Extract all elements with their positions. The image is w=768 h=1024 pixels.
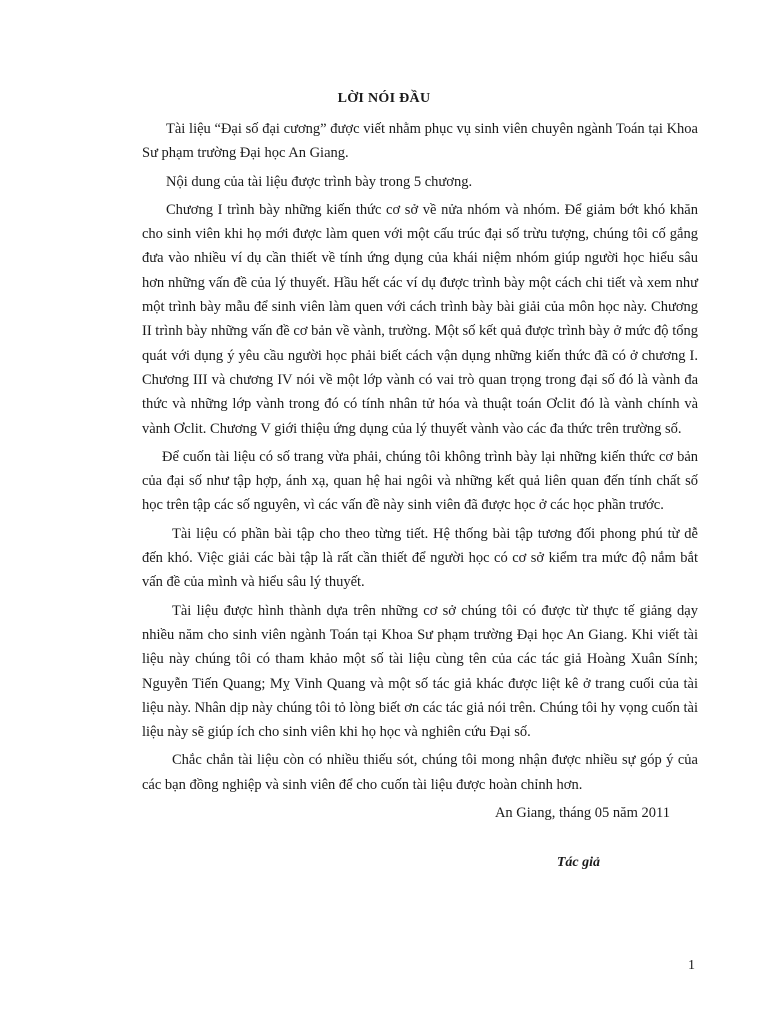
paragraph-overview: Nội dung của tài liệu được trình bày trong 5 chương.	[166, 173, 473, 190]
place-date: An Giang, tháng 05 năm 2011	[494, 805, 670, 822]
paragraph-chapters: Chương I trình bày những kiến thức cơ sở về nửa nhóm và nhóm. Để giảm bớt khó khăn cho sinh viên khi họ mới được làm quen với một cấu trúc đại số trừu tượng, chúng tôi cố gắng đưa vào nhiều ví dụ cần thiết về tính ứng dụng của khái niệm nhóm giúp người học hiểu sâu hơn những vấn đề của lý thuyết. Hầu hết các ví dụ được trình bày một cách chi tiết và xem như một trình bày mẫu để sinh viên làm quen với cách trình bày bài giải của môn học này. Chương II trình bày những vấn đề cơ bản về vành, trường. Một số kết quả được trình bày ở mức độ tổng quát với dụng ý yêu cầu người học phải biết cách vận dụng những kiến thức đã có ở chương I. Chương III và chương IV nói về một lớp vành có vai trò quan trọng trong đại số đó là vành đa thức và những lớp vành trong đó có tính nhân tử hóa và thuật toán Ơclit đó là vành chính và vành Ơclit. Chương V giới thiệu ứng dụng của lý thuyết vành vào các đa thức trên trường số.	[142, 201, 698, 437]
paragraph-feedback: Chắc chắn tài liệu còn có nhiều thiếu sót, chúng tôi mong nhận được nhiều sự góp ý của các bạn đồng nghiệp và sinh viên để cho cuốn tài liệu được hoàn chỉnh hơn.	[142, 752, 698, 793]
paragraph-scope: Để cuốn tài liệu có số trang vừa phải, chúng tôi không trình bày lại những kiến thức cơ bản của đại số như tập hợp, ánh xạ, quan hệ hai ngôi và những kết quả liên quan đến tính chất số học trên tập các số nguyên, vì các vấn đề này sinh viên đã được học ở các học phần trước.	[142, 448, 698, 514]
paragraph-purpose: Tài liệu “Đại số đại cương” được viết nhằm phục vụ sinh viên chuyên ngành Toán tại Khoa Sư phạm trường Đại học An Giang.	[142, 121, 698, 162]
paragraph-acknowledgements: Tài liệu được hình thành dựa trên những cơ sở chúng tôi có được từ thực tế giảng dạy nhiều năm cho sinh viên ngành Toán tại Khoa Sư phạm trường Đại học An Giang. Khi viết tài liệu này chúng tôi có tham khảo một số tài liệu cùng tên của các tác giả Hoàng Xuân Sính; Nguyễn Tiến Quang; Mỵ Vinh Quang và một số tác giả khác được liệt kê ở trang cuối của tài liệu này. Nhân dịp này chúng tôi tỏ lòng biết ơn các tác giả nói trên. Chúng tôi hy vọng cuốn tài liệu này sẽ giúp ích cho sinh viên khi họ học và nghiên cứu Đại số.	[142, 602, 698, 741]
document-body	[142, 117, 698, 875]
page-title: LỜI NÓI ĐẦU	[337, 91, 431, 106]
author-signature: Tác giả	[556, 855, 600, 871]
paragraph-exercises: Tài liệu có phần bài tập cho theo từng tiết. Hệ thống bài tập tương đối phong phú từ dễ đến khó. Việc giải các bài tập là rất cần thiết để người học có cơ sở kiểm tra mức độ nắm bắt vấn đề của mình và hiểu sâu lý thuyết.	[142, 525, 698, 591]
page-number: 1	[688, 958, 695, 973]
